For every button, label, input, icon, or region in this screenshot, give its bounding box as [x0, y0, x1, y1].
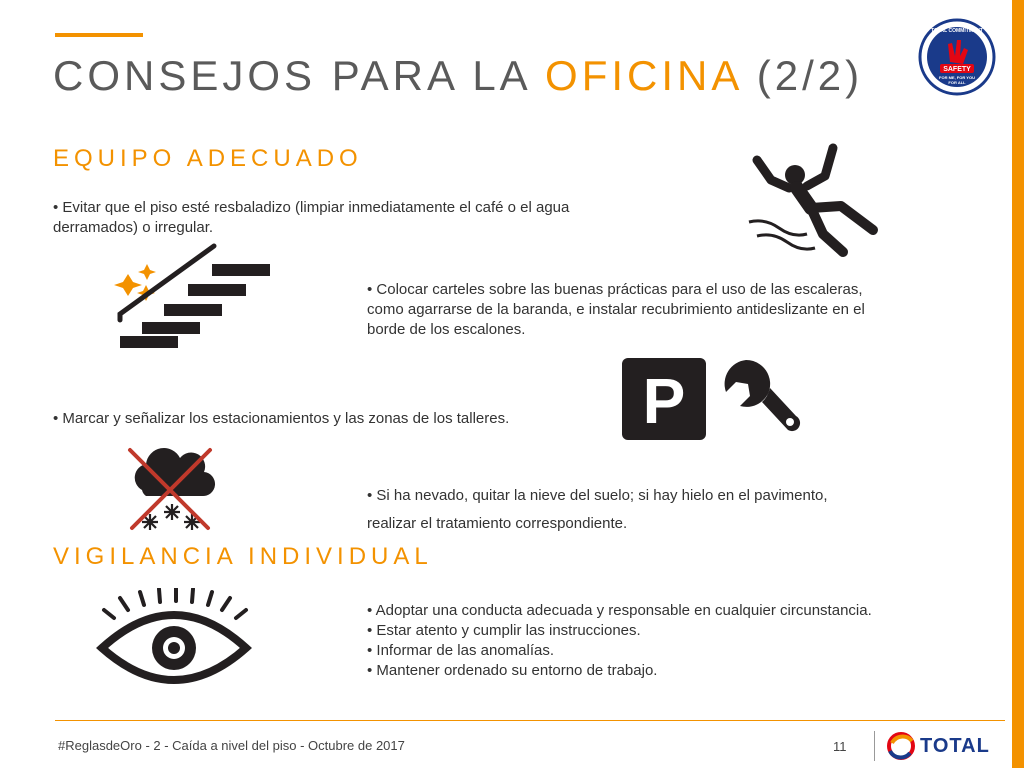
page-title	[53, 52, 863, 100]
footer-text: #ReglasdeOro - 2 - Caída a nivel del piso - Octubre de 2017	[58, 738, 405, 753]
badge-bottom-text-2: FOR ALL	[948, 80, 966, 85]
list-item: • Informar de las anomalías.	[367, 642, 555, 659]
footer-rule	[55, 720, 1005, 721]
badge-middle-text: SAFETY	[943, 66, 971, 73]
badge-bottom-text-1: FOR ME, FOR YOU	[939, 75, 975, 80]
safety-badge-logo	[918, 18, 996, 96]
title-rule	[55, 33, 143, 37]
bullet-parking: • Marcar y señalizar los estacionamientos y las zonas de los talleres.	[53, 410, 510, 427]
list-item: • Mantener ordenado su entorno de trabajo.	[367, 662, 658, 679]
slipping-person-icon	[745, 142, 885, 267]
badge-top-text: TOTAL COMMITMENT	[931, 28, 983, 34]
bullet-stairs: • Colocar carteles sobre las buenas prácticas para el uso de las escaleras, como agarrarse de la baranda, e instalar recubrimiento antideslizante en el borde de los escalones.	[367, 281, 865, 338]
vigilance-list	[367, 601, 987, 681]
right-accent-bar	[1012, 0, 1024, 768]
parking-letter: P	[642, 365, 686, 437]
section-heading-vigilancia: VIGILANCIA INDIVIDUAL	[53, 543, 433, 570]
list-item: • Adoptar una conducta adecuada y responsable en cualquier circunstancia.	[367, 602, 872, 619]
bullet-snow-line1: • Si ha nevado, quitar la nieve del suelo; si hay hielo en el pavimento,	[367, 487, 828, 504]
wrench-icon	[718, 356, 806, 442]
page-number: 11	[833, 739, 847, 754]
title-part1: CONSEJOS PARA LA	[53, 52, 546, 99]
bullet-snow-line2: realizar el tratamiento correspondiente.	[367, 515, 628, 532]
eye-icon	[96, 588, 252, 688]
list-item: • Estar atento y cumplir las instrucciones.	[367, 622, 641, 639]
total-logo-icon	[886, 731, 916, 761]
parking-icon	[622, 358, 706, 440]
section-heading-equipo: EQUIPO ADECUADO	[53, 145, 363, 172]
footer-separator	[874, 731, 875, 761]
total-brand-text: TOTAL	[920, 735, 990, 757]
stairs-icon	[108, 240, 273, 350]
title-part2: (2/2)	[741, 52, 864, 99]
title-accent: OFICINA	[545, 52, 742, 99]
snow-cloud-crossed-icon	[124, 446, 216, 534]
bullet-slippery-floor: • Evitar que el piso esté resbaladizo (limpiar inmediatamente el café o el agua derramados) o irregular.	[53, 199, 570, 236]
